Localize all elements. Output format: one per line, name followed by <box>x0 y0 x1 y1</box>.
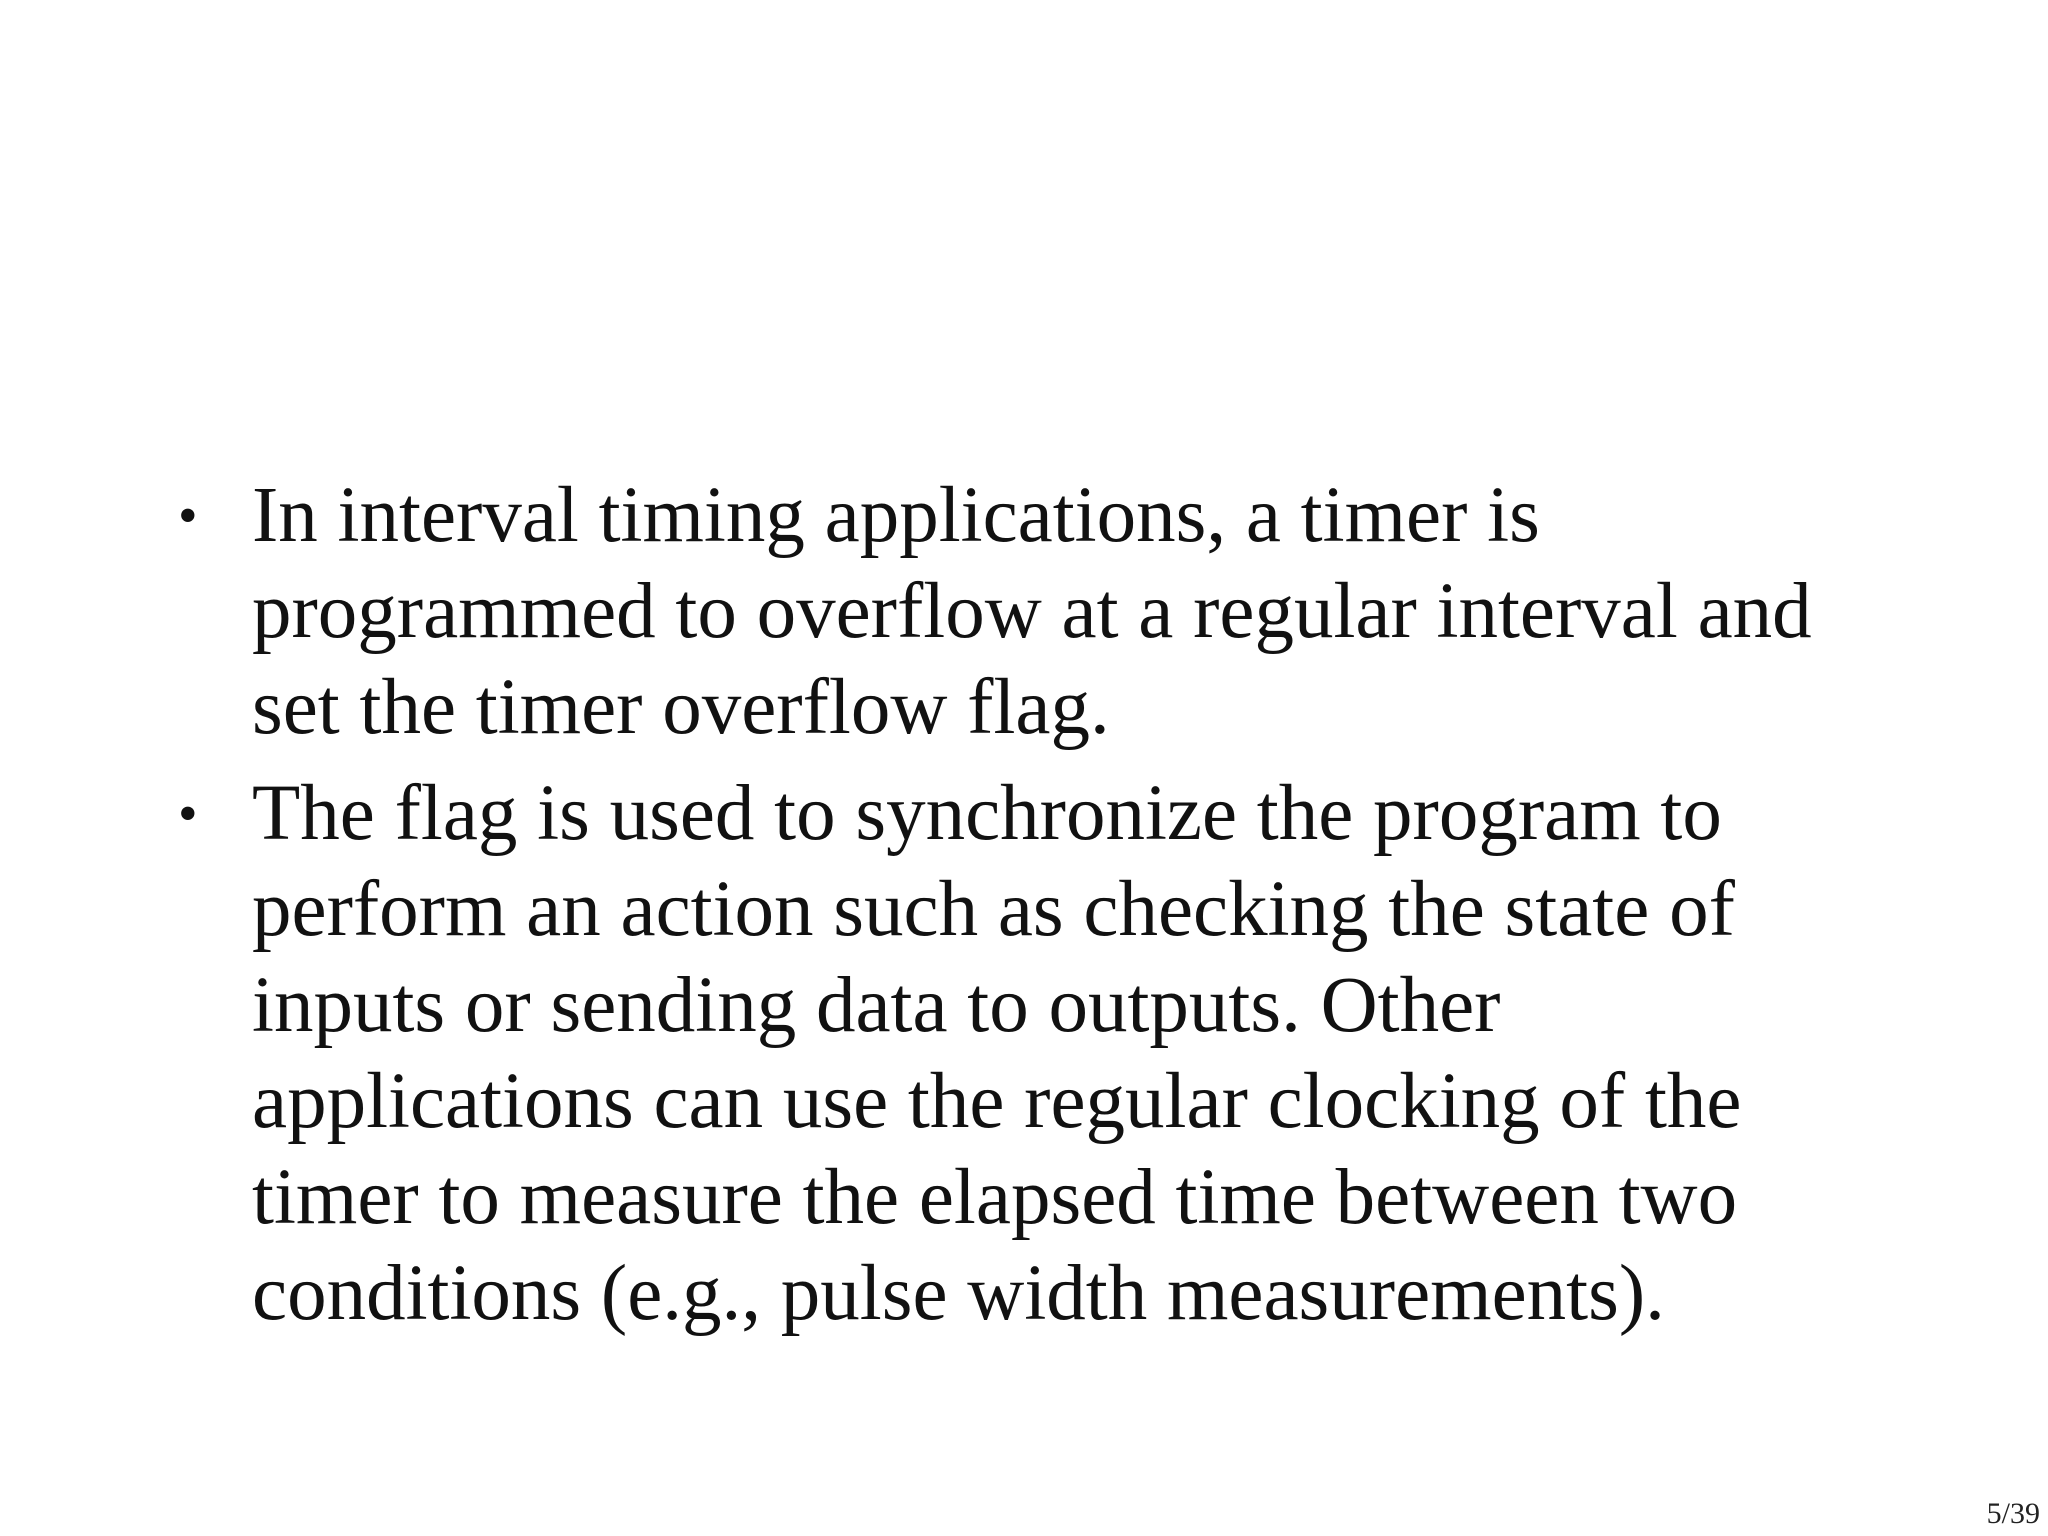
bullet-item-flag-usage <box>178 766 1878 1342</box>
bullet-icon: • <box>178 783 198 845</box>
bullet-text-line: programmed to overflow at a regular interval and <box>252 568 1812 655</box>
bullet-item-interval-timing <box>178 468 1878 756</box>
bullet-text-line: perform an action such as checking the state of <box>252 866 1735 953</box>
bullet-text-line: inputs or sending data to outputs. Other <box>252 962 1501 1049</box>
bullet-text-line: conditions (e.g., pulse width measurements). <box>252 1250 1665 1337</box>
page-number: 5/39 <box>1986 1497 2040 1530</box>
bullet-text-line: In interval timing applications, a timer is <box>252 472 1540 559</box>
bullet-text-line: The flag is used to synchronize the program to <box>252 770 1722 857</box>
bullet-text-line: timer to measure the elapsed time between two <box>252 1154 1738 1241</box>
bullet-icon: • <box>178 485 198 547</box>
bullet-list <box>178 468 1878 1352</box>
bullet-text-line: set the timer overflow flag. <box>252 664 1110 751</box>
bullet-text-line: applications can use the regular clocking of the <box>252 1058 1742 1145</box>
